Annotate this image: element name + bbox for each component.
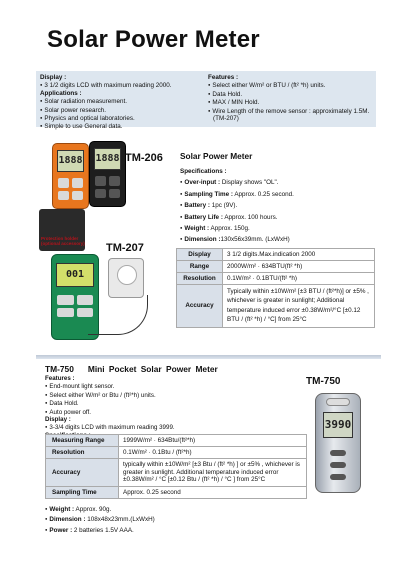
section-name: Mini Pocket Solar Power Meter — [87, 364, 218, 374]
spec-value: Approx. 150g. — [209, 225, 250, 233]
table-value: Approx. 0.25 second — [119, 486, 307, 498]
spec-label: Dimension : — [184, 236, 221, 244]
sensor-cord — [88, 295, 148, 335]
list-item: ● Solar radiation measurement. — [40, 97, 208, 105]
meter-button — [330, 462, 346, 468]
table-value: 2000W/m² · 634BTU(ft² *h) — [223, 261, 375, 273]
lcd-display: 001 — [56, 263, 94, 287]
spec-label: Dimension : — [49, 516, 86, 524]
spec-item — [180, 223, 294, 234]
table-value: 1999W/m² · 634Btu/(ft²*h) — [119, 435, 307, 447]
holder-caption: Protection holder (optional accessory) — [41, 236, 85, 246]
table-row — [177, 285, 375, 328]
table-row — [46, 447, 307, 459]
table-value: Typically within ±10W/m² [±3 BTU / (ft²*h)] or ±5% , whichever is greater in sunlight; Additional temperature induced error ±0.38W/m²/°C [±0.12 BTU / (ft² *h) / °C] from 25°C — [223, 285, 375, 328]
list-item: ● Physics and optical laboratories. — [40, 114, 208, 122]
list-item: ● Data Hold. — [45, 399, 300, 407]
intro-panel — [36, 71, 376, 131]
spec-table-tm750 — [45, 434, 307, 499]
table-key: Accuracy — [46, 459, 119, 487]
table-row — [177, 249, 375, 261]
spec-item — [45, 514, 155, 524]
table-key: Accuracy — [177, 285, 223, 328]
display-heading: Display : — [40, 74, 67, 81]
list-item: ● Data Hold. — [208, 90, 374, 98]
table-key: Resolution — [177, 273, 223, 285]
spec-value: Approx. 90g. — [74, 506, 112, 513]
meter-button — [330, 450, 346, 456]
tm750-meter — [315, 393, 361, 493]
table-key: Display — [177, 249, 223, 261]
product-photo-tm206-tm207 — [36, 140, 173, 346]
lcd-display: 1888 — [57, 150, 84, 172]
table-value: typically within ±10W/m² [±3 Btu / (ft² *h) ] or ±5% , whichever is greater in sunlight. Additional temperature induced error ±0.38W/m² / °C [±0.12 Btu / (ft² *h) / °C ] from 25°C — [119, 459, 307, 487]
section-title: Solar Power Meter — [180, 151, 253, 161]
spec-item — [180, 177, 294, 188]
spec-value: Approx. 100 hours. — [222, 213, 278, 221]
spec-item — [180, 234, 294, 245]
tm750-details — [45, 375, 300, 439]
table-row — [177, 273, 375, 285]
features-list — [208, 81, 374, 122]
spec-value: 2 batteries 1.5V AAA. — [72, 526, 134, 534]
table-key: Resolution — [46, 447, 119, 459]
spec-table-tm206 — [176, 248, 375, 328]
lcd-display: 3990 — [323, 412, 353, 438]
remote-sensor — [108, 258, 144, 298]
list-item: ● 3 1/2 digits LCD with maximum reading 2000. — [40, 81, 208, 89]
applications-heading: Applications : — [40, 89, 82, 97]
spec-label: Over-input : — [184, 179, 221, 187]
spec-value: 1pc (9V). — [209, 202, 238, 210]
model-code: TM-750 — [45, 364, 74, 374]
spec-value: Approx. 0.25 second. — [232, 190, 294, 198]
table-key: Sampling Time — [46, 486, 119, 498]
spec-value: Display shows "OL". — [220, 179, 279, 187]
lcd-display: 1888 — [94, 148, 121, 170]
list-item: ● Select either W/m² or BTU / (ft² *h) units. — [208, 81, 374, 89]
spec-label: Sampling Time : — [184, 190, 233, 198]
list-item: ● Simple to use General data. — [40, 122, 208, 130]
list-item: ● MAX / MIN Hold. — [208, 98, 374, 106]
spec-label: Battery Life : — [184, 213, 223, 221]
spec-label: Battery : — [184, 202, 210, 210]
list-item: ● Wire Length of the remove sensor : approximately 1.5M. (TM-207) — [208, 107, 374, 123]
list-item: ● Auto power off. — [45, 408, 300, 416]
tm206-meter-orange — [52, 143, 89, 209]
list-item: ● End-mount light sensor. — [45, 382, 300, 390]
spec-label: Weight : — [49, 506, 75, 513]
spec-item — [180, 189, 294, 200]
table-key: Measuring Range — [46, 435, 119, 447]
section-divider — [36, 355, 381, 359]
table-row — [46, 435, 307, 447]
tm750-footer-specs — [45, 504, 155, 535]
page-title: Solar Power Meter — [47, 26, 260, 53]
keypad — [95, 176, 120, 198]
intro-right-column — [208, 74, 374, 122]
table-value: 0.1W/m² · 0.1BTU/(ft² *h) — [223, 273, 375, 285]
specs-heading: Specifications : — [180, 168, 227, 175]
model-tag-tm206: TM-206 — [125, 152, 163, 164]
list-item: ● 3-3/4 digits LCD with maximum reading 3999. — [45, 423, 300, 431]
list-item: ● Select either W/m² or Btu / (ft²*h) units. — [45, 391, 300, 399]
applications-list — [40, 97, 208, 131]
table-value: 3 1/2 digits.Max.indication 2000 — [223, 249, 375, 261]
spec-value: 130x56x39mm. (LxWxH) — [220, 236, 290, 244]
section-title — [45, 364, 218, 374]
table-row — [46, 486, 307, 498]
spec-item — [180, 200, 294, 211]
spec-item — [180, 212, 294, 223]
display-heading: Display : — [45, 416, 71, 424]
spec-label: Power : — [49, 526, 73, 534]
meter-button — [330, 474, 346, 480]
tm206-meter-black — [89, 141, 126, 207]
table-row — [46, 459, 307, 487]
features-heading: Features : — [208, 74, 239, 81]
spec-item — [45, 504, 155, 514]
display-list — [40, 81, 208, 89]
list-item: ● Solar power research. — [40, 106, 208, 114]
table-key: Range — [177, 261, 223, 273]
features-heading: Features : — [45, 375, 75, 382]
spec-value: 108x48x23mm.(LxWxH) — [85, 516, 155, 524]
keypad — [58, 178, 83, 200]
spec-list — [180, 167, 294, 246]
spec-item — [45, 525, 155, 535]
model-tag-tm207: TM-207 — [106, 242, 144, 254]
intro-left-column — [40, 74, 208, 131]
model-tag-tm750: TM-750 — [306, 376, 341, 387]
table-row — [177, 261, 375, 273]
table-value: 0.1W/m² · 0.1Btu / (ft²*h) — [119, 447, 307, 459]
light-sensor — [326, 398, 350, 406]
spec-label: Weight : — [184, 225, 210, 233]
